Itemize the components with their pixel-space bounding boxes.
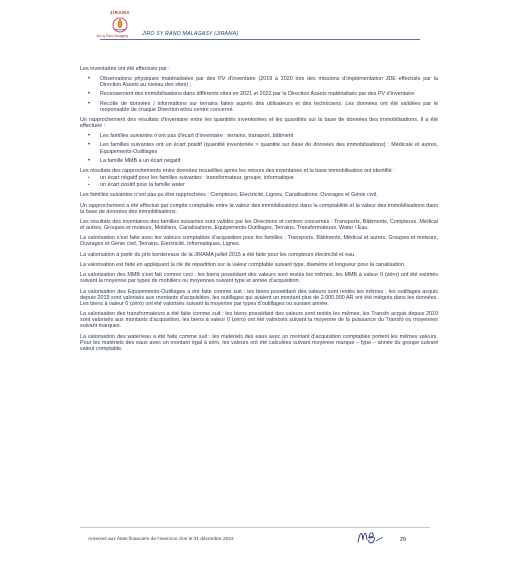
header-divider — [100, 39, 420, 40]
logo-text: JIRAMA — [109, 10, 131, 15]
list-item: • un écart négatif pour les familles suivantes : transformateur, groupe, informatique — [80, 175, 438, 181]
paragraph: Un rapprochement des résultats d’inventaire entre les quantités inventoriées et les quantités sur la base de données des immobilisations. Il a été effectuée : — [80, 116, 438, 130]
paragraph: Les familles suivantes n’ont pas pu être rapprochées : Compteurs, Electricité, Lignes, Canalisations, Ouvrages et Génie civil. — [80, 192, 378, 199]
page-number: 29 — [400, 537, 406, 543]
paragraph: La valorisation des water/eau a été faite comme suit : les matériels des eaux avec un montant d’acquisition comptables portent les mêmes valeurs. Pour les matériels des eaux avec un montant égal à zéro, les valeurs ont été calculées suivant moyenne marque – type – année du groupe suivant valeur comptable. — [80, 333, 438, 352]
list-item: • un écart positif pour la famille water — [80, 182, 438, 188]
reconciliation-list — [80, 133, 438, 163]
list-item: • Récolte de données / informations sur terrains faites auprès des utilisateurs et des techniciens. Les données ont été validées par le responsable de chaque Direction et/ou centre concerné. — [80, 101, 438, 113]
paragraph: Les inventaires ont été effectués par : — [80, 66, 170, 72]
list-item: • Recensement des immobilisations dans différents sites en 2021 et 2022 par la Direction Assets matérialisés par des PV d’inventaire — [80, 91, 438, 97]
paragraph: La valorisation est faite en appliquant la clé de répartition sur la valeur comptable suivant type, diamètre et longueur pour la canalisation. — [80, 262, 406, 269]
paragraph: La valorisation s’est faite avec les valeurs comptables d’acquisition pour les familles : Transports, Bâtiments, Médical et autres, Groupes et moteurs, Ouvrages et Génie civil, Terrains, Electricité, Informatiques, Lignes. — [80, 235, 438, 248]
inventory-methods-list — [80, 76, 438, 112]
list-item: • Les familles suivantes n’ont pas d’écart d’inventaire : terrains, transport, bâtiment — [80, 133, 438, 139]
paragraph: Les résultats des rapprochements entre données recueillies après les retours des inventaires et la base immobilisation ont identifié : — [80, 167, 395, 174]
paragraph: La valorisation des Equipements-Outillages a été faite comme suit : les biens possédant des valeurs sont restés les mêmes ; les outillages acquis depuis 2019 sont valorisés aux montants d’acquisition, les outillages qui avaient un montant plus de 2.000.000 AR ont été intégrés dans les données. Les biens à valeur 0 (zéro) ont été valorisés suivant la moyenne par types d’outillages ou suivant année. — [80, 288, 438, 307]
paragraph: Les résultats des inventaires des familles suivantes sont validés par les Directions et centres concernés : Transports, Bâtiments, Compteurs, Médical et autres, Groupes et moteurs, Mobiliers, Canalisations, Equipements-Outillages, Terrains, Transformateurs, Water / Eau. — [80, 219, 438, 232]
paragraph: La valorisation des MMB s’est fait comme ceci : les biens possédant des valeurs sont restés les mêmes, les MMB à valeur 0 (zéro) ont été estimés suivant la moyenne par types de mobiliers ou moyennes suivant type et année d’acquisition. — [80, 272, 438, 285]
paragraph: Un rapprochement a été effectué par compte comptable entre la valeur des immobilisations dans la comptabilité et la valeur des immobilisations dans la base de données des immobilisations. — [80, 202, 438, 215]
document-body — [80, 66, 438, 356]
paragraph: La valorisation des transformateurs a été faite comme suit : les biens possédant des valeurs sont restés les mêmes, les Transfo acquis depuis 2019 sont valorisés aux montants d’acquisition, les biens à valeur 0 (zéro) ont été valorisés suivant la moyenne de la puissance du Transfo ou moyennes suivant marques. — [80, 311, 438, 330]
drop-flame-icon — [112, 16, 128, 33]
list-item: • Observations physiques matérialisées par des PV d’inventaire (2019 à 2020 lors des missions d’implémentation JDE effectués par la Direction Assets au niveau des sites) ; — [80, 76, 438, 88]
logo-subtitle: Jiro sy Rano Malagasy — [96, 34, 129, 38]
signature-initials — [356, 526, 386, 546]
list-item: • Les familles suivantes ont un écart positif (quantité inventoriée > quantité sur base de données des immobilisations) : Médicale et autres, Equipements-Outillages — [80, 142, 438, 154]
company-name: JIRO SY RANO MALAGASY (JIRAMA) — [142, 31, 239, 37]
footer-text: Annexes aux états financiers de l’exercice clos le 31 décembre 2023 — [88, 537, 234, 542]
company-logo — [96, 10, 140, 42]
paragraph: La valorisation à partir du prix bordereaux de la JIRAMA juillet 2015 a été faite pour les compteurs électricité et eau. — [80, 251, 356, 258]
gap-list — [80, 175, 438, 188]
list-item: • La famille MMB a un écart négatif — [80, 158, 438, 164]
